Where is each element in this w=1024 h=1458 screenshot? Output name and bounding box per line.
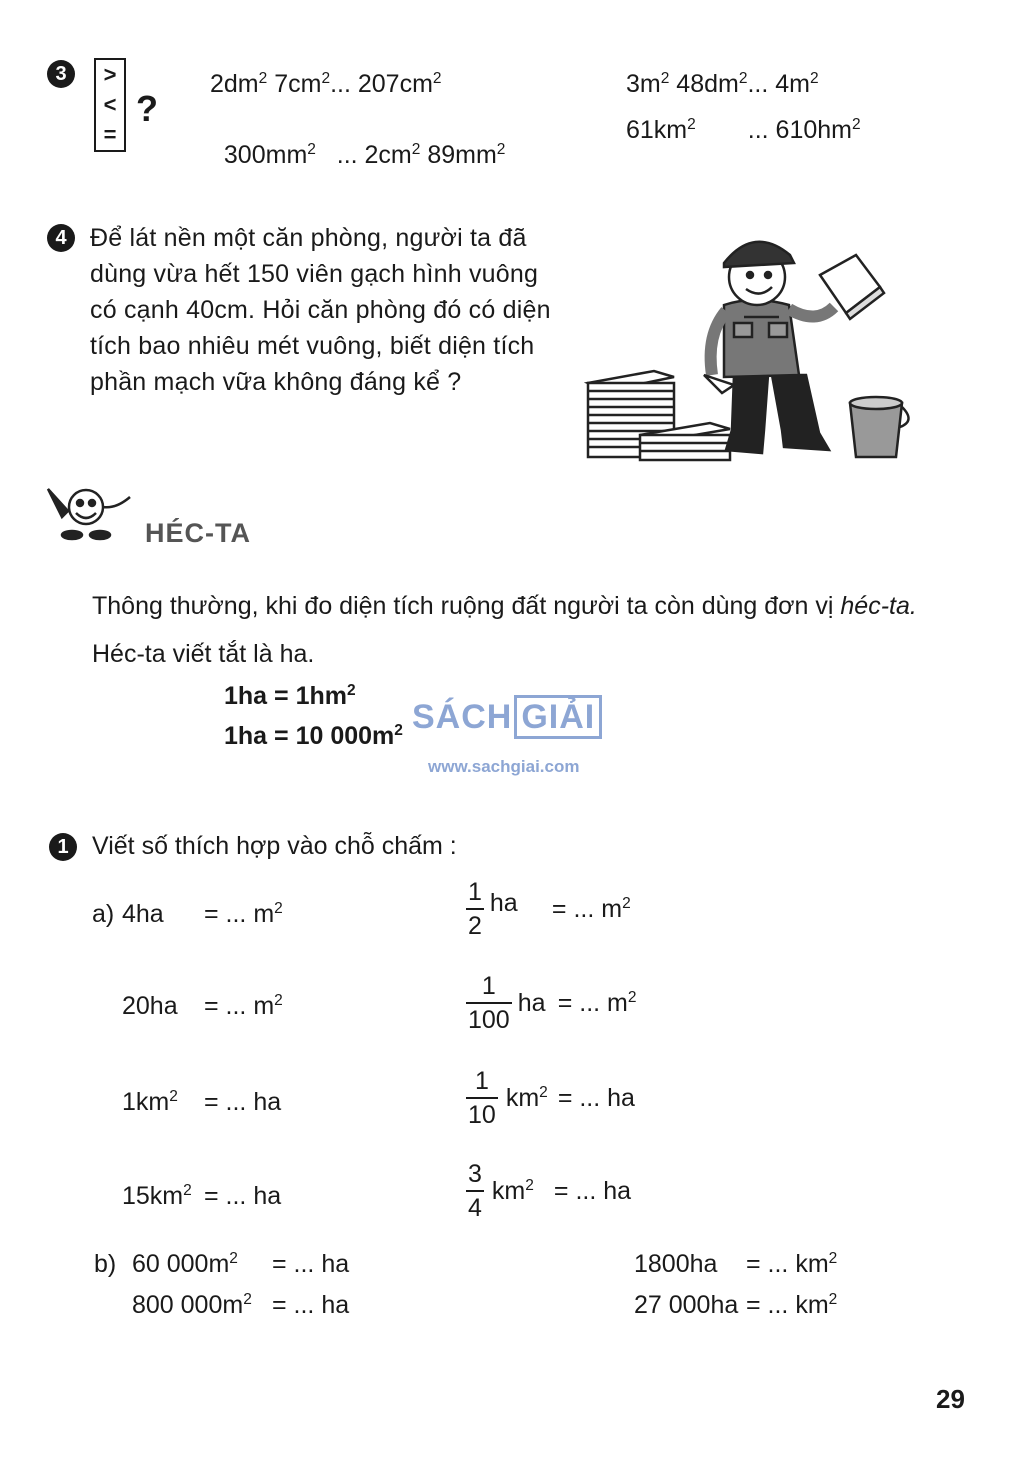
b-left-item-1: 60 $000m^2$ = ... ha bbox=[132, 1250, 350, 1278]
exercise-number-1: 1 bbox=[49, 833, 77, 861]
exercise-4-text: Để lát nền một căn phòng, người ta đã dùng vừa hết 150 viên gạch hình vuông có cạnh 40cm. Hỏi căn phòng đó có diện tích bao nhiêu mét vuông, biết diện tích phần mạch vữa không đáng kể ? bbox=[90, 224, 551, 396]
part-a-label: a) bbox=[92, 900, 115, 928]
a-right-item-2: $\frac{1}{100}$ ha = ... $m^2$ bbox=[468, 972, 637, 1034]
comparison-symbols-box bbox=[94, 58, 126, 152]
worker-with-tiles-illustration bbox=[584, 225, 919, 470]
watermark-url: www.sachgiai.com bbox=[428, 757, 580, 776]
a-right-item-1: $\frac{1}{2}$ ha = ... $m^2$ bbox=[468, 878, 631, 940]
a-right-item-3: $\frac{1}{10}$ $km^2$ = ... ha bbox=[468, 1067, 635, 1129]
question-mark: ? bbox=[136, 88, 158, 129]
section-title: HÉC-TA bbox=[145, 518, 251, 548]
a-left-item-2: 20ha = ... $m^2$ bbox=[122, 992, 283, 1020]
hecta-formula-2: 1ha = 10 $000m^2$ bbox=[224, 722, 403, 750]
watermark-logo: SÁCH GIẢI bbox=[412, 698, 602, 737]
b-left-item-2: 800 $000m^2$ = ... ha bbox=[132, 1291, 350, 1319]
compare-item-2: $300mm^2$ ... $2cm^2$ $89mm^2$ bbox=[223, 141, 506, 169]
a-left-item-4: $15km^2$ = ... ha bbox=[122, 1182, 282, 1210]
mascot-icon bbox=[44, 483, 136, 543]
compare-item-4: $61km^2$ ... $610hm^2$ bbox=[626, 116, 861, 144]
hecta-intro-line-2: Héc-ta viết tắt là ha. bbox=[92, 640, 315, 668]
page-number: 29 bbox=[936, 1384, 965, 1414]
exercise-number-4: 4 bbox=[47, 224, 75, 252]
hecta-intro-line-1: Thông thường, khi đo diện tích ruộng đất người ta còn dùng đơn vị héc-ta. bbox=[92, 592, 917, 620]
hecta-formula-1: $1ha = 1hm^2$ bbox=[224, 682, 356, 710]
a-left-item-1: 4ha = ... $m^2$ bbox=[122, 900, 283, 928]
equals-symbol: = bbox=[103, 122, 117, 147]
part-b-label: b) bbox=[94, 1250, 117, 1278]
compare-item-1: $2dm^2$ $7cm^2$... $207cm^2$ bbox=[210, 70, 442, 98]
b-right-item-1: 1800ha = ... $km^2$ bbox=[634, 1250, 838, 1278]
less-than-symbol: < bbox=[103, 92, 117, 117]
b-right-item-2: 27 000ha = ... $km^2$ bbox=[634, 1291, 838, 1319]
exercise-number-3: 3 bbox=[47, 60, 75, 88]
compare-item-3: $3m^2$ $48dm^2$... $4m^2$ bbox=[626, 70, 819, 98]
greater-than-symbol: > bbox=[103, 62, 117, 87]
exercise-1-prompt: Viết số thích hợp vào chỗ chấm : bbox=[92, 832, 457, 860]
a-left-item-3: $1km^2$ = ... ha bbox=[122, 1088, 282, 1116]
a-right-item-4: $\frac{3}{4}$ $km^2$ = ... ha bbox=[468, 1160, 632, 1222]
